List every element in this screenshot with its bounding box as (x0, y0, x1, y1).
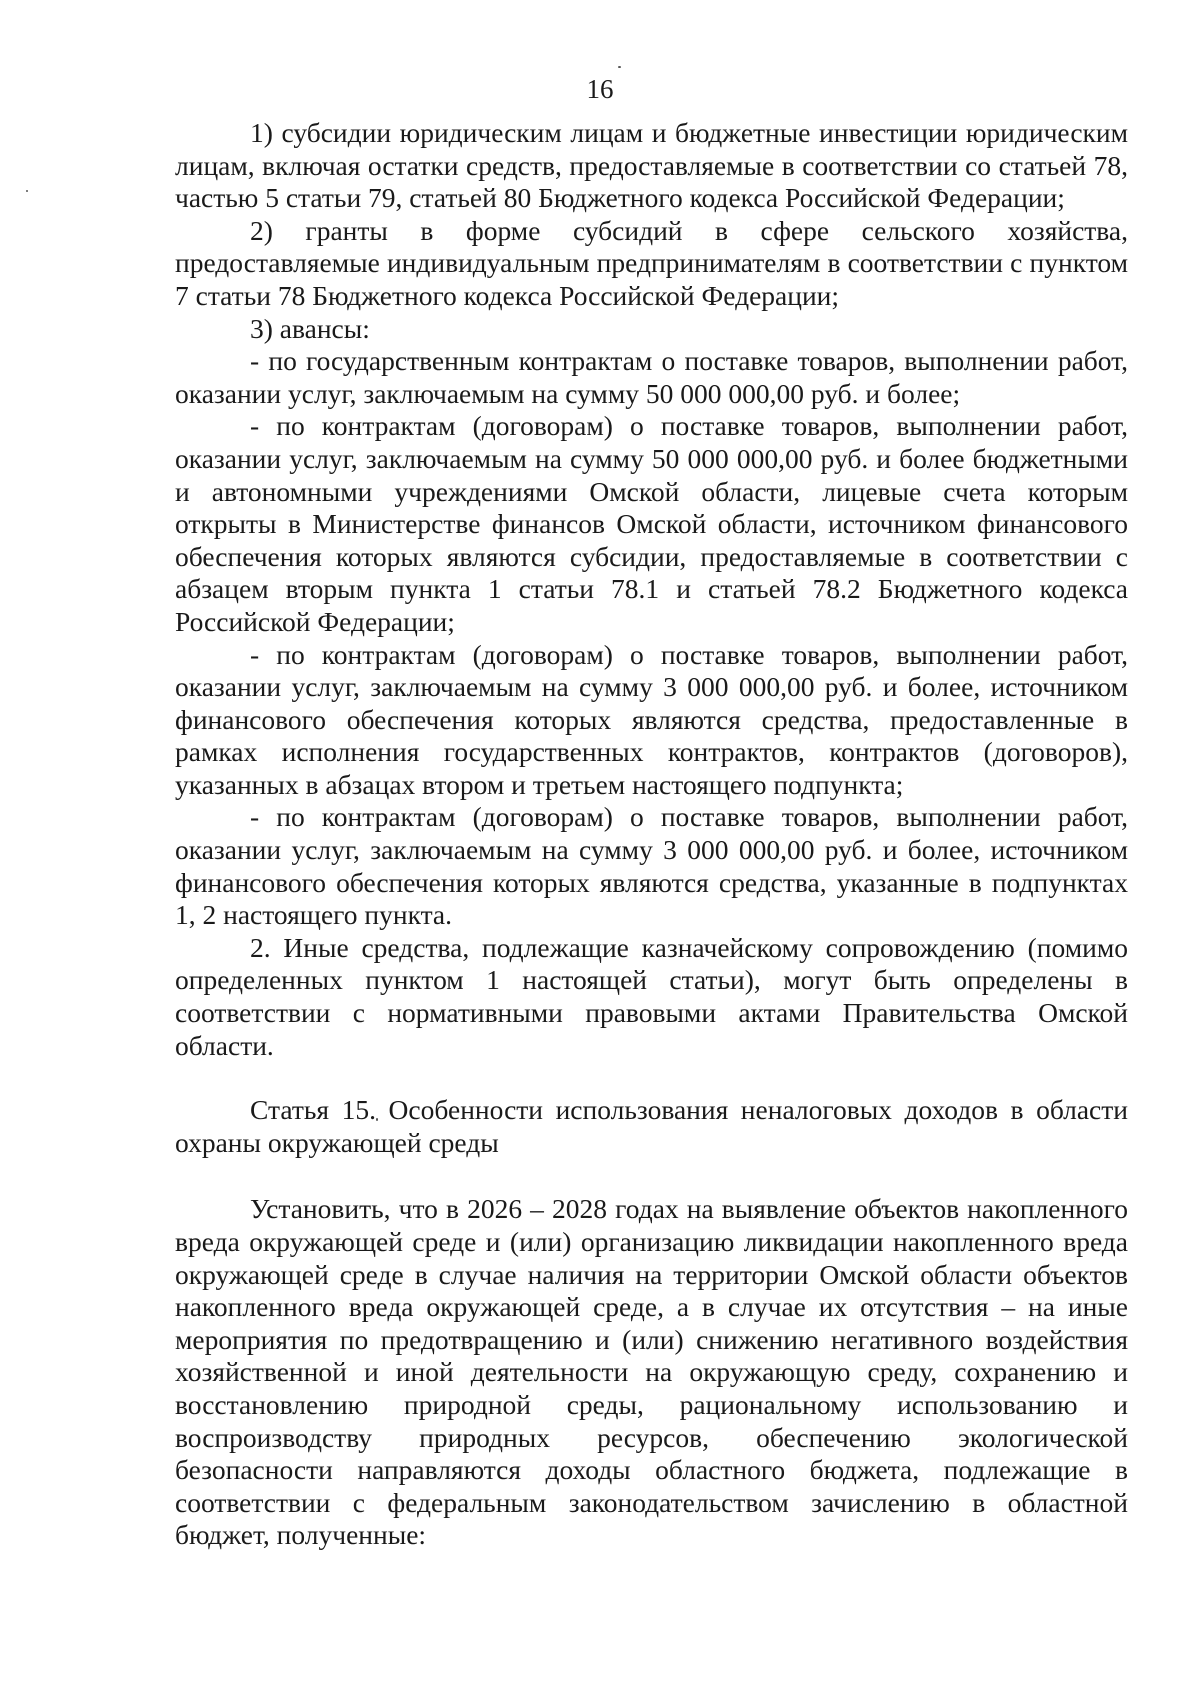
article-heading: Статья 15. Особенности использования неналоговых доходов в области охраны окружающей среды (175, 1094, 1128, 1158)
document-body (175, 117, 1128, 1552)
page-number: 16 (586, 74, 614, 104)
paragraph-advance-subpoint-contracts: - по контрактам (договорам) о поставке товаров, выполнении работ, оказании услуг, заключаемым на сумму 3 000 000,00 руб. и более, источником финансового обеспечения которых являются средства, указанные в подпунктах 1, 2 настоящего пункта. (175, 801, 1128, 931)
spacer (175, 1062, 1128, 1094)
paragraph-advance-state-contracts: - по государственным контрактам о поставке товаров, выполнении работ, оказании услуг, заключаемым на сумму 50 000 000,00 руб. и более; (175, 345, 1128, 409)
scan-speck (618, 66, 621, 68)
paragraph-grants: 2) гранты в форме субсидий в сфере сельского хозяйства, предоставляемые индивидуальным предпринимателям в соответствии с пунктом 7 статьи 78 Бюджетного кодекса Российской Федерации; (175, 214, 1128, 311)
paragraph-advance-institution-contracts: - по контрактам (договорам) о поставке товаров, выполнении работ, оказании услуг, заключаемым на сумму 50 000 000,00 руб. и более бюджетными и автономными учреждениями Омской области, лицевые счета которым открыты в Министерстве финансов Омской области, источником финансового обеспечения которых являются субсидии, предоставляемые в соответствии с абзацем вторым пункта 1 статьи 78.1 и статьей 78.2 Бюджетного кодекса Российской Федерации; (175, 410, 1128, 637)
paragraph-advance-subcontracts: - по контрактам (договорам) о поставке товаров, выполнении работ, оказании услуг, заключаемым на сумму 3 000 000,00 руб. и более, источником финансового обеспечения которых являются средства, предоставленные в рамках исполнения государственных контрактов, контрактов (договоров), указанных в абзацах втором и третьем настоящего подпункта; (175, 638, 1128, 800)
scan-speck (26, 190, 28, 192)
paragraph-subsidies: 1) субсидии юридическим лицам и бюджетные инвестиции юридическим лицам, включая остатки средств, предоставляемые в соответствии со статьей 78, частью 5 статьи 79, статьей 80 Бюджетного кодекса Российской Федерации; (175, 117, 1128, 214)
paragraph-advances: 3) авансы: (250, 312, 370, 344)
spacer (175, 1159, 1128, 1193)
paragraph-other-funds: 2. Иные средства, подлежащие казначейскому сопровождению (помимо определенных пунктом 1 настоящей статьи), могут быть определены в соответствии с нормативными правовыми актами Правительства Омской области. (175, 931, 1128, 1061)
article-body: Установить, что в 2026 – 2028 годах на выявление объектов накопленного вреда окружающей среде и (или) организацию ликвидации накопленного вреда окружающей среде в случае наличия на территории Омской области объектов накопленного вреда окружающей среде, а в случае их отсутствия – на иные мероприятия по предотвращению и (или) снижению негативного воздействия хозяйственной и иной деятельности на окружающую среду, сохранению и восстановлению природной среды, рациональному использованию и воспроизводству природных ресурсов, обеспечению экологической безопасности направляются доходы областного бюджета, подлежащие в соответствии с федеральным законодательством зачислению в областной бюджет, полученные: (175, 1193, 1128, 1551)
